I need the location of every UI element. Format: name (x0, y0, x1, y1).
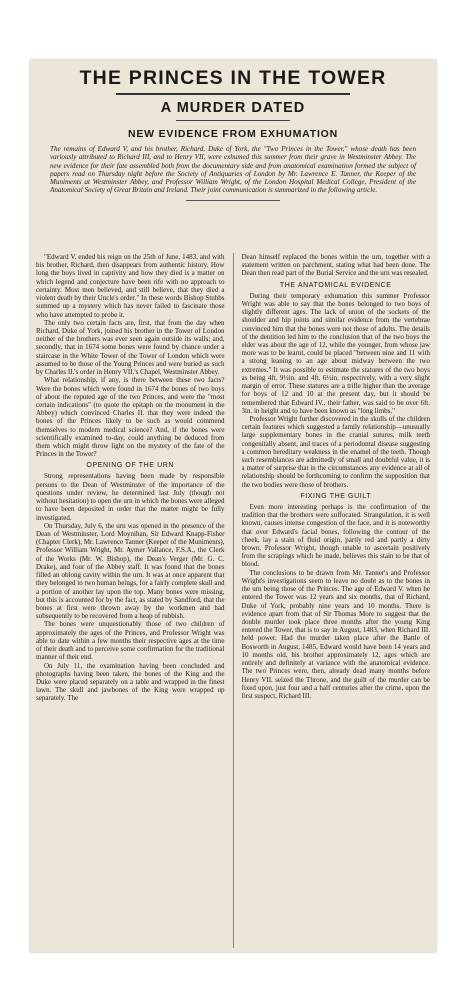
article-body (36, 253, 430, 948)
headline-rule (116, 93, 350, 95)
right-column (242, 253, 431, 948)
body-paragraph: Even more interesting perhaps is the confirmation of the tradition that the brothers were suffocated. Strangulation, it is well known, causes intense congestion of the face, and it is noteworthy that over Edward's facial bones, following the contour of the cheek, lay a stain of fluid origin, partly red and partly a dirty brown. Professor Wright, though unable to ascertain positively from the scrapings which he made, believes this stain to be that of blood. (241, 502, 430, 569)
intro-rule (186, 200, 280, 201)
body-paragraph: Strong representations having been made by responsible persons to the Dean of Westminster of the importance of the questions under review, he determined last July (though not without hesitation) to open the urn in which the bones were alleged to have been deposited in order that the matter might be fully investigated. (36, 472, 225, 522)
newspaper-clipping (30, 60, 436, 952)
body-paragraph: On Thursday, July 6, the urn was opened in the presence of the Dean of Westminster, Lord Moynihan, Sir Edward Knapp-Fisher (Chapter Clerk), Mr. Lawrence Tanner (Keeper of the Muniments), Professor William Wright, Mr. Aymer Vallance, F.S.A., the Clerk of the Works (Mr. W. Bishop), the Dean's Verger (Mr. G. C. Drake), and four of the Abbey staff. It was found that the bones filled an oblong cavity within the urn. It was at once apparent that they belonged to two human beings, for a fairly complete skull and a portion of another lay upon the top. Many bones were missing, but this is accounted for by the fact, as stated by Sandford, that the bones at first were thrown away by the workmen and had subsequently to be recovered from a heap of rubbish. (36, 521, 225, 621)
body-paragraph: Professor Wright further discovered in the skulls of the children certain features which suggested a family relationship—unusually large supplementary bones in the cranial sutures, milk teeth congenitally absent, and traces of a periodontal disease suggesting a common hereditary weakness in the enamel of the teeth. Though such resemblances are admittedly of small and doubtful value, it is a matter of surprise that in the circumstances any evidence at all of relationship should be forthcoming to confirm the supposition that the two bodies were those of brothers. (241, 414, 430, 489)
body-paragraph: What relationship, if any, is there between these two facts? Were the bones which were found in 1674 the bones of two boys of about the reputed age of the two Princes, and were the "most certain indications" (to quote the epitaph on the monument in the Abbey) which convinced Charles II. that they were indeed the bones of the Princes likely to be such as would commend themselves to modern medical science? And, if the bones were scientifically examined to-day, could anything be deduced from them which might throw light on the mystery of the fate of the Princes in the Tower? (36, 376, 225, 459)
headline: THE PRINCES IN THE TOWER (79, 67, 387, 89)
body-paragraph: "Edward V. ended his reign on the 25th of June, 1483, and with his brother, Richard, then disappears from authentic history. How long the boys lived in captivity and how they died is a matter on which legend and conjecture have been rife with no approach to certainty. Most men believed, and still believe, that they died a violent death by their Uncle's order." In these words Bishop Stubbs summed up a mystery which has never failed to fascinate those who have attempted to probe it. (36, 253, 225, 319)
column-divider (233, 253, 234, 948)
section-heading-anatomical: THE ANATOMICAL EVIDENCE (279, 281, 392, 289)
body-paragraph: On July 11, the examination having been concluded and photographs having been taken, the bones of the King and the Duke were placed separately on a table and wrapped in the finest lawn. The skull and jawbones of the King were wrapped up separately. The (36, 661, 225, 703)
article-header (36, 66, 430, 204)
section-heading-guilt: FIXING THE GUILT (300, 492, 372, 500)
body-paragraph: The conclusions to be drawn from Mr. Tanner's and Professor Wright's investigations seem to leave no doubt as to the bones in the urn being those of the Princes. The age of Edward V. when he entered the Tower was 12 years and six months, that of Richard, Duke of York, probably nine years and 10 months. There is evidence apart from that of Sir Thomas More to suggest that the double murder took place three months after the young King entered the Tower, that is to say in August, 1483, when Richard III. held power. Had the murder taken place after the Battle of Bosworth in August, 1485, Edward would have been 14 years and 10 months old, his brother approximately 12, ages which are entirely and definitely at variance with the anatomical evidence. The two Princes were, then, already dead many months before Henry VII. seized the Throne, and the guilt of the murder can be fixed upon, just four and a half centuries after the crime, upon the first suspect, Richard III. (241, 568, 430, 700)
section-heading-opening-urn: OPENING OF THE URN (86, 462, 175, 470)
body-paragraph: During their temporary exhumation this summer Professor Wright was able to say that the bones belonged to two boys of slightly different ages. The lack of union of the sockets of the shoulder and hip joints and similar evidence from the vertebrae convinced him that the bones were not those of adults. The details of the dentition led him to the conclusion that of the two boys the elder was about the age of 12, while the younger, from whose jaw more was to be learnt, could be placed "between nine and 11 with a strong leaning to an age about midway between the two extremes." It was possible to estimate the statures of the two boys as being 4ft. 9½in. and 4ft. 6½in. respectively, with a very slight margin of error. These statures are a trifle higher than the average for boys of 12 and 10 at the present day, but it should be remembered that Edward IV., their father, was said to be over 6ft. 3in. in height and to have been known as "long limbs." (241, 291, 430, 415)
body-paragraph: The only two certain facts are, first, that from the day when Richard, Duke of York, joined his brother in the Tower of London neither of the brothers was ever seen again outside its walls; and, secondly, that in 1674 some bones were found by chance under a staircase in the White Tower of the Tower of London which were assumed to be those of the Young Princes and were buried as such by Charles II.'s order in Henry VII.'s Chapel, Westminster Abbey. (36, 318, 225, 377)
subheadline-rule (176, 120, 290, 121)
body-paragraph: The bones were unquestionably those of two children of approximately the ages of the Princes, and Professor Wright was able to date within a few months their respective ages at the time of their death and to perceive some confirmation for the traditional manner of their end. (36, 620, 225, 662)
intro-paragraph: The remains of Edward V, and his brother, Richard, Duke of York, the "Two Princes in the Tower," whose death has been variously attributed to Richard III, and to Henry VII, were exhumed this summer from their grave in Westminster Abbey. The new evidence for their fate assembled both from the documentary side and from anatomical examination formed the subject of papers read on Thursday night before the Society of Antiquaries of London by Mr. Lawrence E. Tanner, the Keeper of the Muniments at Westminster Abbey, and Professor William Wright, of the London Hospital Medical College, President of the Anatomical Society of Great Britain and Ireland. Their joint communication is summarized in the following article. (50, 145, 416, 195)
subheadline: A MURDER DATED (160, 100, 306, 116)
kicker: NEW EVIDENCE FROM EXHUMATION (127, 128, 339, 140)
left-column (36, 253, 225, 948)
body-paragraph: Dean himself replaced the bones within the urn, together with a statement written on parchment, stating what had been done. The Dean then read part of the Burial Service and the urn was resealed. (241, 253, 430, 278)
